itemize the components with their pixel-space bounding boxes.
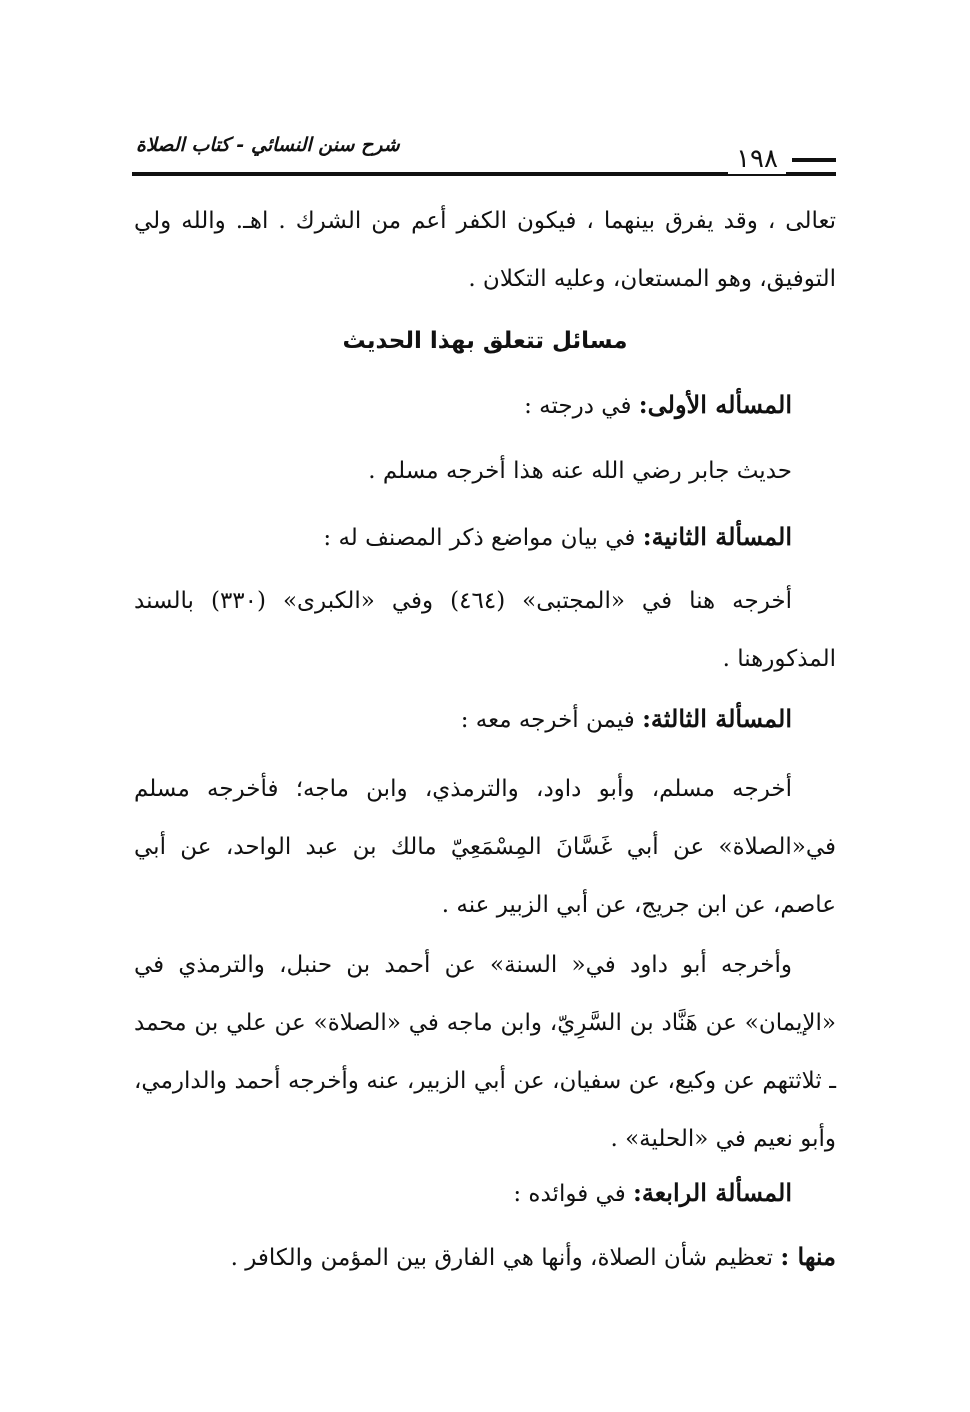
section-heading: مسائل تتعلق بهذا الحديث bbox=[342, 328, 628, 354]
running-title: شرح سنن النسائي - كتاب الصلاة bbox=[136, 134, 400, 156]
intro-paragraph: تعالى ، وقد يفرق بينهما ، فيكون الكفر أعم من الشرك . اهـ. والله ولي التوفيق، وهو المستعان، وعليه التكلان . bbox=[134, 208, 836, 292]
question-4-label: المسألة الرابعة: bbox=[633, 1178, 792, 1207]
question-2-label: المسألة الثانية: bbox=[642, 522, 792, 551]
header-dash bbox=[792, 158, 836, 162]
question-1-label: المسأله الأولى: bbox=[638, 390, 792, 419]
benefit-text: تعظيم شأن الصلاة، وأنها هي الفارق بين المؤمن والكافر . bbox=[230, 1245, 781, 1271]
question-3-title: فيمن أخرجه معه : bbox=[460, 707, 643, 733]
page-header bbox=[132, 128, 836, 180]
question-4-title: في فوائده : bbox=[513, 1181, 633, 1207]
page-number: ١٩٨ bbox=[728, 144, 786, 174]
question-1-title: في درجته : bbox=[524, 393, 639, 419]
question-1-body: حديث جابر رضي الله عنه هذا أخرجه مسلم . bbox=[368, 458, 792, 484]
question-3-label: المسألة الثالثة: bbox=[642, 704, 792, 733]
question-3-body-2: وأخرجه أبو داود في« السنة» عن أحمد بن حنبل، والترمذي في «الإيمان» عن هَنَّاد بن السَّرِيّ، وابن ماجه في «الصلاة» عن علي بن محمد ـ ثلاثتهم عن وكيع، عن سفيان، عن أبي الزبير، عنه وأخرجه أحمد والدارمي، وأبو نعيم في «الحلية» . bbox=[134, 952, 836, 1152]
question-2-title: في بيان مواضع ذكر المصنف له : bbox=[323, 525, 643, 551]
benefit-label: منها : bbox=[780, 1242, 836, 1271]
question-4-benefit-1 bbox=[134, 1232, 836, 1283]
question-1-heading bbox=[134, 380, 792, 431]
question-3-body-1: أخرجه مسلم، وأبو داود، والترمذي، وابن ماجه؛ فأخرجه مسلم في«الصلاة» عن أبي غَسَّانَ المِسْمَعِيّ مالك بن عبد الواحد، عن أبي عاصم، عن ابن جريج، عن أبي الزبير عنه . bbox=[134, 776, 836, 918]
question-4-heading bbox=[134, 1168, 792, 1219]
question-2-heading bbox=[134, 512, 792, 563]
question-2-body: أخرجه هنا في «المجتبى» (٤٦٤) وفي «الكبرى» (٣٣٠) بالسند المذكورهنا . bbox=[134, 588, 836, 672]
question-3-heading bbox=[134, 694, 792, 745]
